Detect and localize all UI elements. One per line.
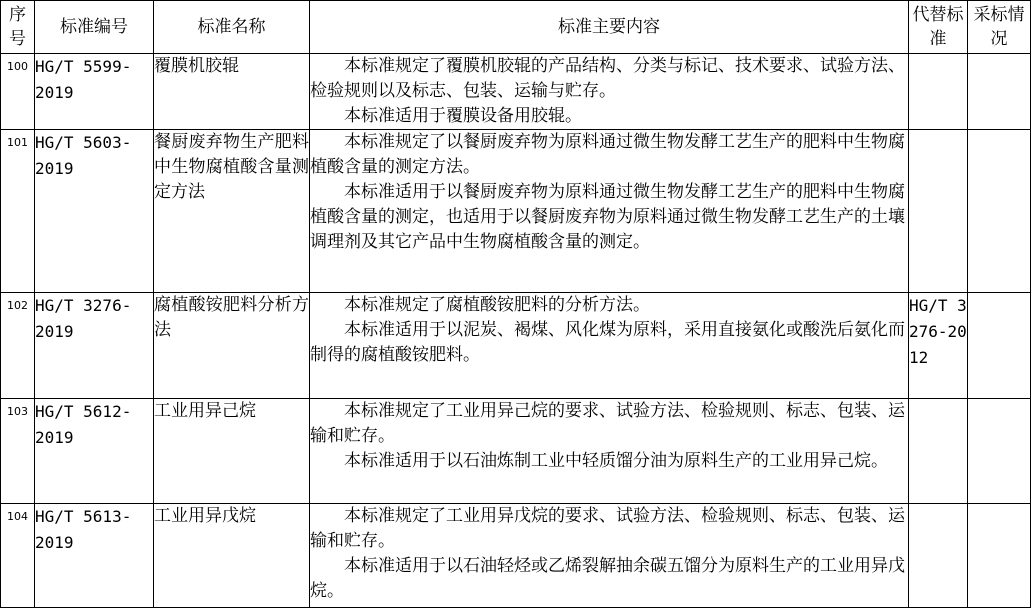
row-code: HG/T 5613-2019 — [35, 504, 154, 608]
table-row — [1, 54, 1031, 130]
row-replaces — [909, 399, 968, 504]
table-row — [1, 130, 1031, 293]
row-status — [968, 54, 1031, 130]
content-paragraph: 本标准适用于以石油轻烃或乙烯裂解抽余碳五馏分为原料生产的工业用异戊烷。 — [310, 556, 905, 601]
row-code: HG/T 5612-2019 — [35, 399, 154, 504]
row-name: 工业用异戊烷 — [154, 504, 310, 608]
row-status — [968, 293, 1031, 399]
row-content — [310, 399, 909, 504]
header-no: 序号 — [1, 1, 35, 54]
content-paragraph: 本标准规定了工业用异戊烷的要求、试验方法、检验规则、标志、包装、运输和贮存。 — [310, 506, 905, 551]
row-code: HG/T 5603-2019 — [35, 130, 154, 293]
row-name: 工业用异己烷 — [154, 399, 310, 504]
row-no: 101 — [1, 130, 35, 293]
header-name: 标准名称 — [154, 1, 310, 54]
header-status: 采标情况 — [968, 1, 1031, 54]
row-no: 100 — [1, 54, 35, 130]
table-row — [1, 504, 1031, 608]
row-no: 103 — [1, 399, 35, 504]
row-replaces — [909, 130, 968, 293]
content-paragraph: 本标准适用于以泥炭、褐煤、风化煤为原料，采用直接氨化或酸洗后氨化而制得的腐植酸铵肥料。 — [310, 320, 905, 365]
header-content: 标准主要内容 — [310, 1, 909, 54]
row-replaces — [909, 54, 968, 130]
row-no: 102 — [1, 293, 35, 399]
header-code: 标准编号 — [35, 1, 154, 54]
row-content — [310, 504, 909, 608]
content-paragraph: 本标准适用于以餐厨废弃物为原料通过微生物发酵工艺生产的肥料中生物腐植酸含量的测定，也适用于以餐厨废弃物为原料通过微生物发酵工艺生产的土壤调理剂及其它产品中生物腐植酸含量的测定。 — [310, 182, 905, 252]
content-paragraph: 本标准适用于以石油炼制工业中轻质馏分油为原料生产的工业用异己烷。 — [344, 451, 888, 471]
row-name: 餐厨废弃物生产肥料中生物腐植酸含量测定方法 — [154, 130, 310, 293]
header-replaces: 代替标准 — [909, 1, 968, 54]
table-row — [1, 293, 1031, 399]
content-paragraph: 本标准适用于覆膜设备用胶辊。 — [344, 106, 582, 126]
row-status — [968, 399, 1031, 504]
row-name: 覆膜机胶辊 — [154, 54, 310, 130]
table-header-row — [1, 1, 1031, 54]
row-status — [968, 504, 1031, 608]
row-status — [968, 130, 1031, 293]
row-content — [310, 130, 909, 293]
row-replaces — [909, 504, 968, 608]
content-paragraph: 本标准规定了腐植酸铵肥料的分析方法。 — [344, 295, 650, 315]
row-replaces: HG/T 3276-2012 — [909, 293, 968, 399]
row-no: 104 — [1, 504, 35, 608]
row-name: 腐植酸铵肥料分析方法 — [154, 293, 310, 399]
row-code: HG/T 3276-2019 — [35, 293, 154, 399]
row-content — [310, 54, 909, 130]
content-paragraph: 本标准规定了工业用异己烷的要求、试验方法、检验规则、标志、包装、运输和贮存。 — [310, 401, 905, 446]
row-code: HG/T 5599-2019 — [35, 54, 154, 130]
content-paragraph: 本标准规定了覆膜机胶辊的产品结构、分类与标记、技术要求、试验方法、检验规则以及标志、包装、运输与贮存。 — [310, 56, 905, 101]
table-row — [1, 399, 1031, 504]
content-paragraph: 本标准规定了以餐厨废弃物为原料通过微生物发酵工艺生产的肥料中生物腐植酸含量的测定方法。 — [310, 132, 905, 177]
row-content — [310, 293, 909, 399]
